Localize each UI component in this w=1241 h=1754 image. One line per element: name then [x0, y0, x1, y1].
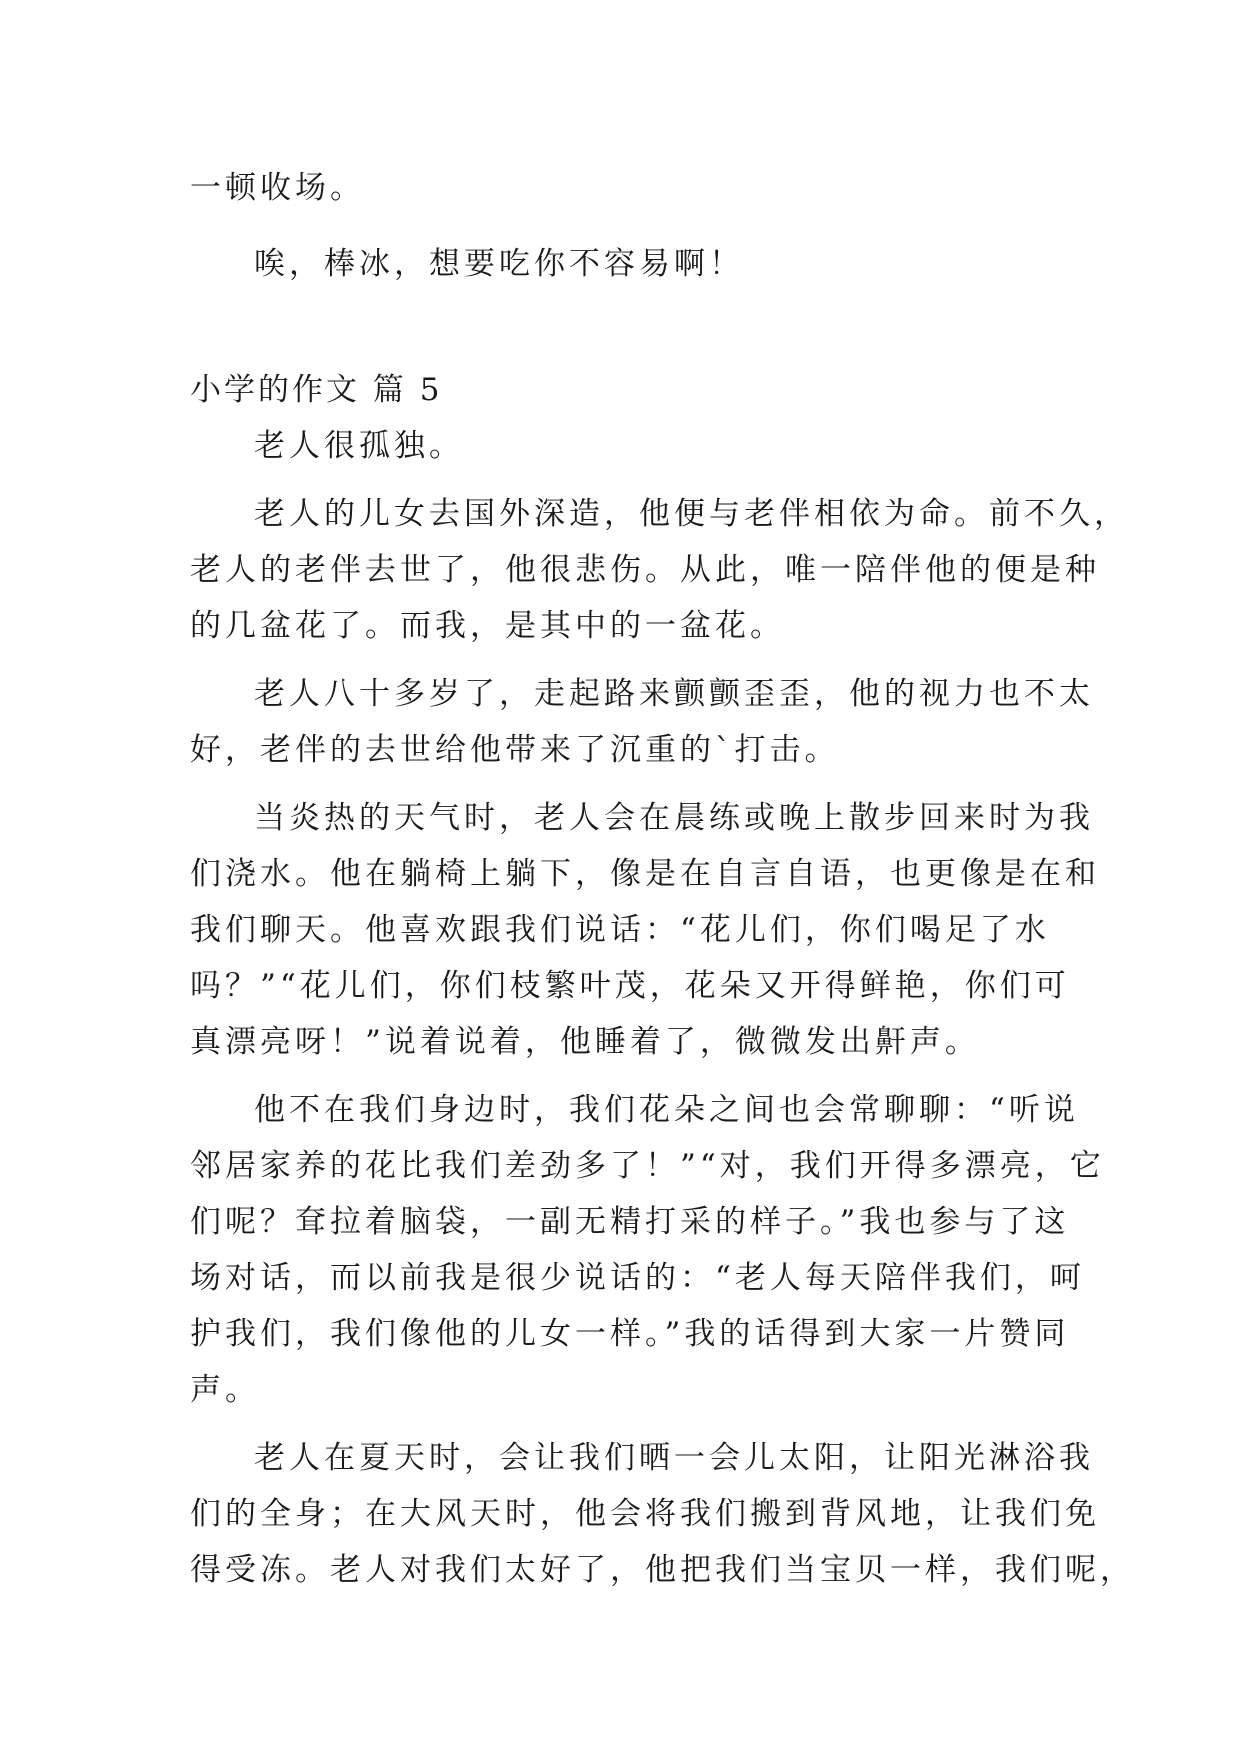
paragraph	[190, 666, 1094, 778]
text-line: 得受冻。老人对我们太好了，他把我们当宝贝一样，我们呢，	[190, 1552, 1135, 1588]
text-line: 我们聊天。他喜欢跟我们说话：“花儿们，你们喝足了水	[190, 912, 1050, 948]
text-line: 吗？”“花儿们，你们枝繁叶茂，花朵又开得鲜艳，你们可	[190, 968, 1070, 1004]
paragraph	[190, 1082, 1105, 1418]
text-line: 一顿收场。	[190, 170, 365, 206]
text-line: 邻居家养的花比我们差劲多了！”“对，我们开得多漂亮，它	[190, 1148, 1105, 1184]
paragraph	[190, 1430, 1135, 1598]
text-line: 老人的儿女去国外深造，他便与老伴相依为命。前不久，	[254, 496, 1129, 532]
text-line: 场对话，而以前我是很少说话的：“老人每天陪伴我们，呵	[190, 1260, 1085, 1296]
text-line: 老人在夏天时，会让我们晒一会儿太阳，让阳光淋浴我	[254, 1440, 1094, 1476]
paragraph	[190, 790, 1100, 1070]
text-line: 护我们，我们像他的儿女一样。”我的话得到大家一片赞同	[190, 1316, 1070, 1352]
text-line: 声。	[190, 1372, 260, 1408]
paragraph	[190, 418, 1060, 474]
text-line: 当炎热的天气时，老人会在晨练或晚上散步回来时为我	[254, 800, 1094, 836]
text-line: 老人的老伴去世了，他很悲伤。从此，唯一陪伴他的便是种	[190, 552, 1100, 588]
text-line: 们呢？耷拉着脑袋，一副无精打采的样子。”我也参与了这	[190, 1204, 1070, 1240]
paragraph	[190, 486, 1129, 654]
text-line: 老人很孤独。	[254, 428, 464, 464]
text-line: 好，老伴的去世给他带来了沉重的`打击。	[190, 732, 840, 768]
text-line: 他不在我们身边时，我们花朵之间也会常聊聊：“听说	[254, 1092, 1079, 1128]
text-line: 的几盆花了。而我，是其中的一盆花。	[190, 608, 785, 644]
text-line: 们的全身；在大风天时，他会将我们搬到背风地，让我们免	[190, 1496, 1100, 1532]
document-body	[190, 160, 1135, 1598]
text-line: 真漂亮呀！”说着说着，他睡着了，微微发出鼾声。	[190, 1024, 980, 1060]
text-line: 唉，棒冰，想要吃你不容易啊！	[254, 246, 744, 282]
section-heading: 小学的作文 篇 5	[190, 372, 443, 408]
text-line: 们浇水。他在躺椅上躺下，像是在自言自语，也更像是在和	[190, 856, 1100, 892]
text-line: 老人八十多岁了，走起路来颤颤歪歪，他的视力也不太	[254, 676, 1094, 712]
